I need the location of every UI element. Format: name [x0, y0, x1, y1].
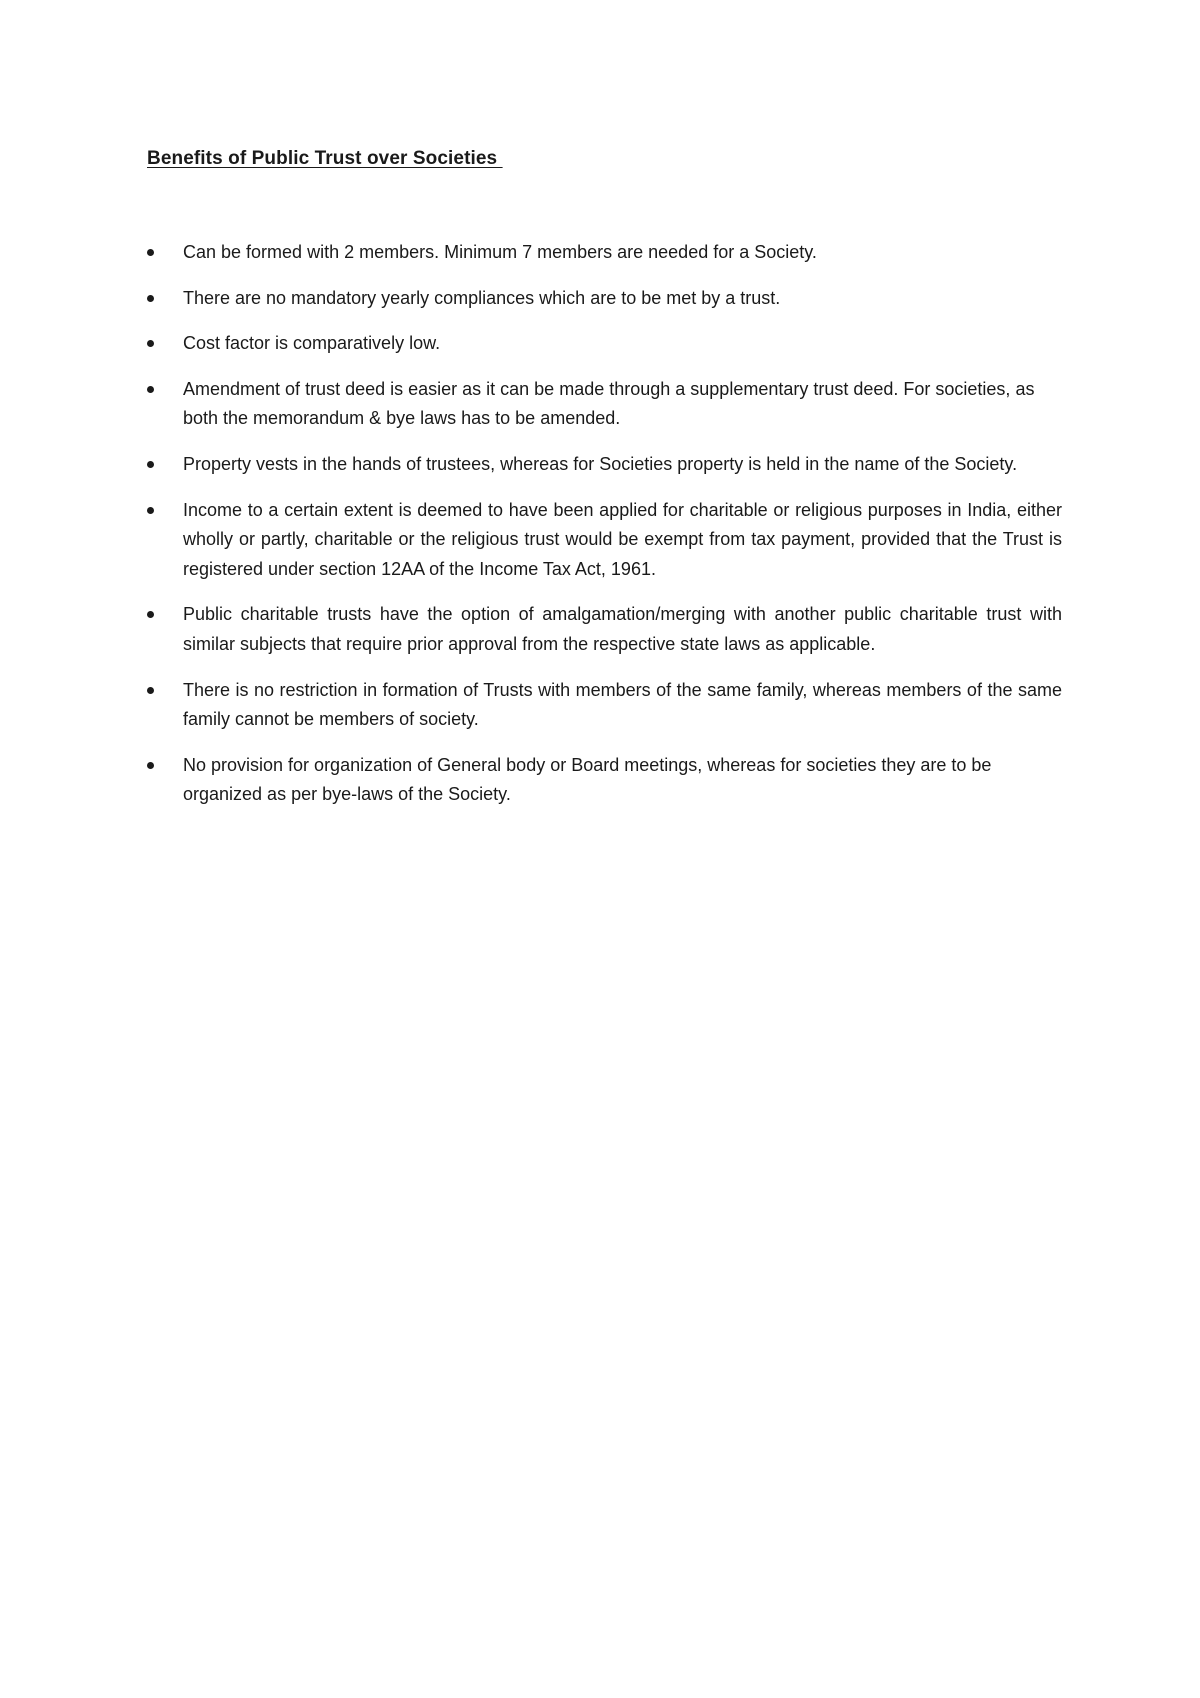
list-item-text: Income to a certain extent is deemed to have been applied for charitable or religious purposes in India, either wholly or partly, charitable or the religious trust would be exempt from tax payment, provided that the Trust is registered under section 12AA of the Income Tax Act, 1961.	[183, 499, 1062, 579]
bullet-icon	[147, 386, 154, 393]
list-item-text: Public charitable trusts have the option of amalgamation/merging with another public charitable trust with similar subjects that require prior approval from the respective state laws as applicable.	[183, 604, 1062, 654]
list-item	[147, 238, 1062, 268]
bullet-icon	[147, 762, 154, 769]
list-item	[147, 751, 1062, 810]
list-item	[147, 284, 1062, 314]
bullet-icon	[147, 295, 154, 302]
bullet-icon	[147, 687, 154, 694]
list-item	[147, 676, 1062, 735]
bullet-icon	[147, 461, 154, 468]
list-item-text: No provision for organization of General body or Board meetings, whereas for societies they are to be organized as per bye-laws of the Society.	[183, 754, 992, 805]
bullet-icon	[147, 507, 154, 514]
list-item-text: Cost factor is comparatively low.	[183, 333, 441, 354]
bullet-icon	[147, 611, 154, 618]
list-item-text: Property vests in the hands of trustees, whereas for Societies property is held in the name of the Society.	[183, 453, 1018, 474]
list-item	[147, 600, 1062, 659]
list-item-text: There is no restriction in formation of Trusts with members of the same family, whereas members of the same family cannot be members of society.	[183, 679, 1062, 730]
list-item	[147, 450, 1062, 480]
list-item-text: There are no mandatory yearly compliances which are to be met by a trust.	[183, 287, 781, 308]
list-item-text: Amendment of trust deed is easier as it can be made through a supplementary trust deed. For societies, as both the memorandum & bye laws has to be amended.	[183, 378, 1035, 429]
benefits-list	[147, 238, 1062, 826]
list-item	[147, 329, 1062, 359]
list-item	[147, 496, 1062, 585]
bullet-icon	[147, 249, 154, 256]
document-title: Benefits of Public Trust over Societies	[147, 148, 503, 169]
list-item-text: Can be formed with 2 members. Minimum 7 members are needed for a Society.	[183, 242, 817, 262]
list-item	[147, 375, 1062, 434]
bullet-icon	[147, 340, 154, 347]
